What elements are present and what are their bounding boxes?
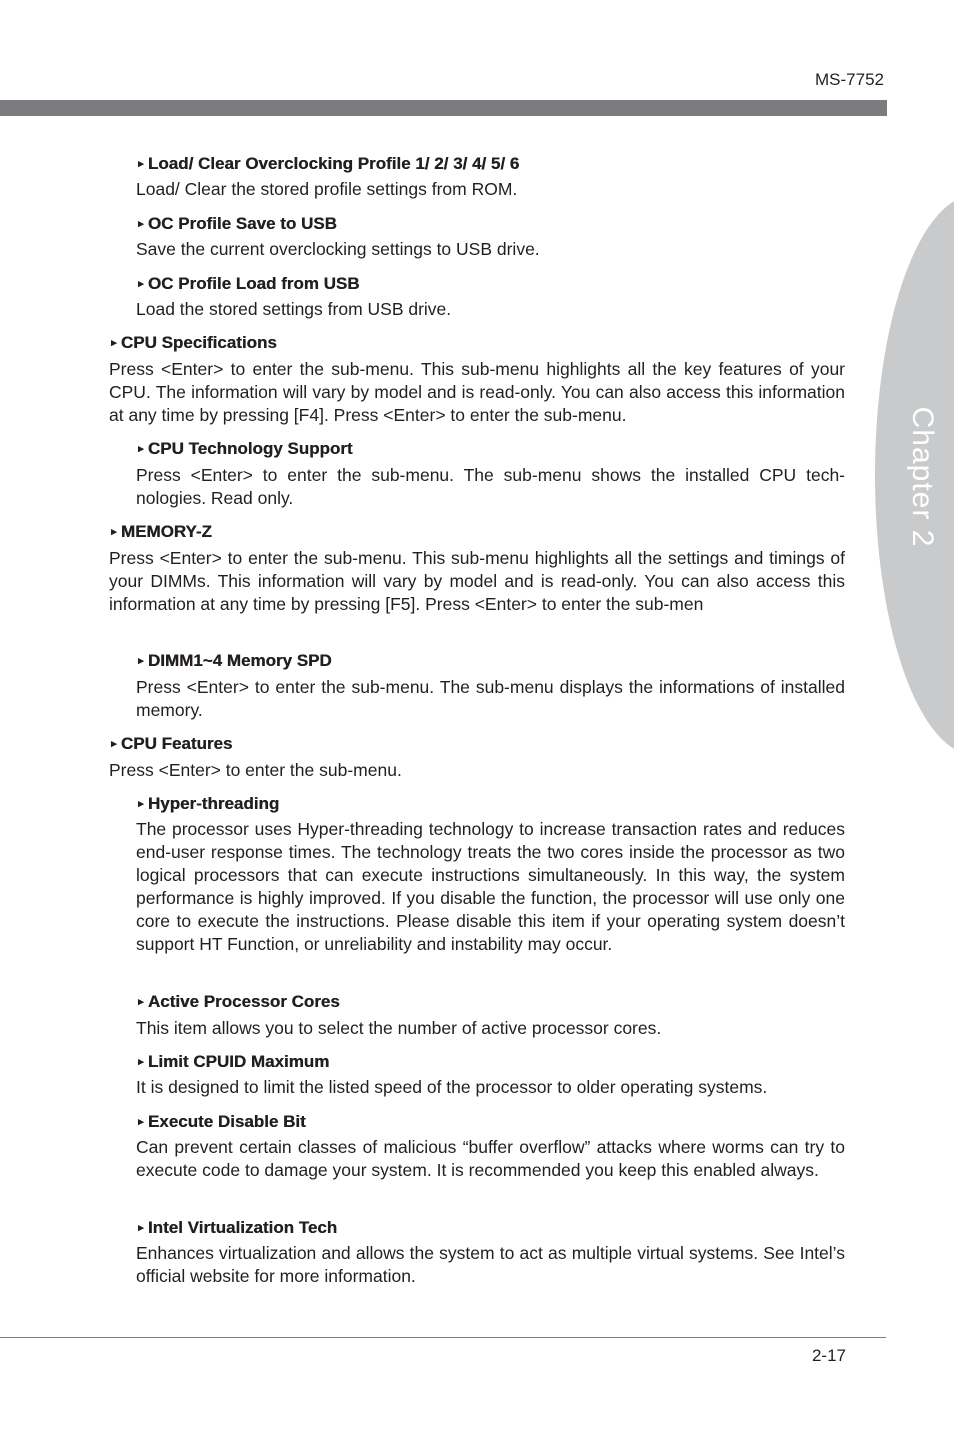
triangle-bullet-icon: ►	[136, 656, 146, 667]
chapter-label: Chapter 2	[906, 406, 939, 548]
section-body: Press <Enter> to enter the sub-menu.	[109, 760, 402, 780]
triangle-bullet-icon: ►	[136, 997, 146, 1008]
model-number: MS-7752	[815, 70, 884, 89]
section-body: Press <Enter> to enter the sub-menu. This sub-menu highlights all the settings and timings of your DIMMs. This information will vary by model and is read-only. You can also access this information at any time by pressing [F5]. Press <Enter> to enter the sub-men	[109, 548, 845, 614]
section-body: Press <Enter> to enter the sub-menu. This sub-menu highlights all the key features of your CPU. The information will vary by model and is read-only. You can also access this information at any time by pressing [F4]. Press <Enter> to enter the sub-menu.	[109, 359, 845, 425]
section-heading: ► Limit CPUID Maximum	[136, 1052, 330, 1071]
section-heading: ► Intel Virtualization Tech	[136, 1218, 338, 1237]
section-body: Load/ Clear the stored profile settings from ROM.	[136, 179, 518, 199]
section-body: Can prevent certain classes of malicious “buffer overflow” attacks where worms can try to execute code to damage your system. It is recommended you keep this enabled always.	[136, 1137, 845, 1180]
triangle-bullet-icon: ►	[136, 1223, 146, 1234]
section-heading: ► OC Profile Save to USB	[136, 214, 337, 233]
triangle-bullet-icon: ►	[109, 338, 119, 349]
section-body: Enhances virtualization and allows the system to act as multiple virtual systems. See Intel’s official website for more information.	[136, 1243, 845, 1286]
section-heading: ► Hyper-threading	[136, 794, 280, 813]
triangle-bullet-icon: ►	[136, 1057, 146, 1068]
section-heading: ► Active Processor Cores	[136, 992, 340, 1011]
section-heading: ► CPU Specifications	[109, 333, 277, 352]
section-heading: ► CPU Features	[109, 734, 233, 753]
triangle-bullet-icon: ►	[109, 739, 119, 750]
section-heading: ► CPU Technology Support	[136, 439, 353, 458]
footer-divider	[0, 1337, 886, 1338]
triangle-bullet-icon: ►	[136, 159, 146, 170]
triangle-bullet-icon: ►	[136, 1117, 146, 1128]
section-body: The processor uses Hyper-threading technology to increase transaction rates and reduces end-user response times. The technology treats the two cores inside the processor as two logical processors that can execute instructions simultaneously. In this way, the system performance is highly improved. If you disable the function, the processor will use only one core to execute the instructions. Please disable this item if your operating system doesn’t support HT Function, or unreliability and instability may occur.	[136, 819, 845, 954]
section-heading: ► Execute Disable Bit	[136, 1112, 306, 1131]
section-heading: ► MEMORY-Z	[109, 522, 212, 541]
triangle-bullet-icon: ►	[136, 444, 146, 455]
header-bar	[0, 100, 887, 116]
triangle-bullet-icon: ►	[109, 527, 119, 538]
section-body: It is designed to limit the listed speed of the processor to older operating systems.	[136, 1077, 768, 1097]
section-body: Load the stored settings from USB drive.	[136, 299, 452, 319]
section-body: Press <Enter> to enter the sub-menu. The sub-menu shows the installed CPU tech-nologies. Read only.	[136, 465, 845, 508]
triangle-bullet-icon: ►	[136, 219, 146, 230]
section-heading: ► OC Profile Load from USB	[136, 274, 360, 293]
section-heading: ► DIMM1~4 Memory SPD	[136, 651, 332, 670]
page-number: 2-17	[811, 1346, 846, 1365]
triangle-bullet-icon: ►	[136, 799, 146, 810]
triangle-bullet-icon: ►	[136, 279, 146, 290]
section-heading: ► Load/ Clear Overclocking Profile 1/ 2/ 3/ 4/ 5/ 6	[136, 154, 520, 173]
section-body: Press <Enter> to enter the sub-menu. The sub-menu displays the informations of installed memory.	[136, 677, 845, 720]
section-body: This item allows you to select the number of active processor cores.	[136, 1018, 662, 1038]
section-body: Save the current overclocking settings to USB drive.	[136, 239, 540, 259]
